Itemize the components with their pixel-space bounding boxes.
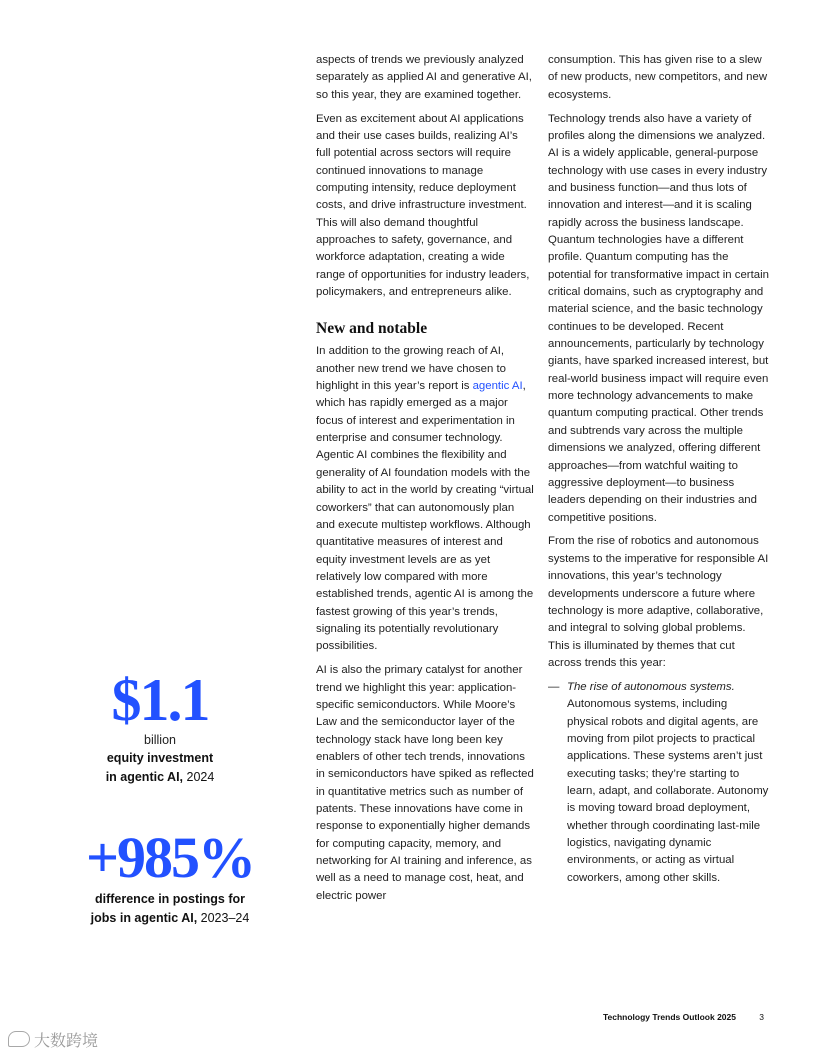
- watermark: [8, 1028, 98, 1050]
- stat-value: +985%: [85, 825, 255, 890]
- section-heading: New and notable: [316, 320, 428, 338]
- stat-caption-year: 2023–24: [197, 911, 250, 925]
- paragraph: Technology trends also have a variety of profiles along the dimensions we analyzed. AI is a widely applicable, general-purpose technology with use cases in every industry and business function—and thus lots of innovation and interest—and it is scaling rapidly across the business landscape. Quantum technologies have a different profile. Quantum computing has the potential for transformative impact in certain critical domains, such as cryptography and material science, and the basic technology continues to be developed. Recent announcements, particularly by technology giants, have sparked increased interest, but real-world business impact will require even more technology advancements to make quantum computing practical. Other trends and subtrends vary across the multiple dimensions we analyzed, offering different approaches—from watchful waiting to aggressive deployment—to business leaders depending on their industries and competitive positions.: [548, 112, 769, 524]
- stat-caption: [60, 909, 280, 928]
- watermark-logo-icon: [8, 1031, 30, 1047]
- stat-caption-bold: difference in postings for: [94, 892, 245, 906]
- stat-caption-bold: in agentic AI,: [105, 770, 184, 784]
- stat-equity-investment: [70, 668, 250, 787]
- paragraph: aspects of trends we previously analyzed separately as applied AI and generative AI, so this year, they are examined together.: [316, 54, 532, 101]
- agentic-ai-link[interactable]: agentic AI: [472, 380, 523, 393]
- stat-job-postings: [60, 826, 280, 928]
- watermark-text: 大数跨境: [34, 1032, 99, 1050]
- paragraph: [316, 343, 534, 655]
- footer-report-title: Technology Trends Outlook 2025: [602, 1012, 736, 1022]
- stat-caption-bold: equity investment: [106, 751, 214, 765]
- body-column-right: [548, 52, 770, 887]
- stat-caption-year: 2024: [183, 770, 215, 784]
- paragraph-text: In addition to the growing reach of AI, another new trend we have chosen to highlight in this year’s report is: [316, 345, 506, 393]
- stat-caption: [60, 890, 280, 909]
- bullet-text: Autonomous systems, including physical robots and digital agents, are moving from pilot projects to practical applications. These systems aren’t just executing tasks; they’re starting to learn, adapt, and collaborate. Autonomy is moving toward broad deployment, whether through coordinating last-mile logistics, navigating dynamic environments, or acting as virtual coworkers, among other skills.: [567, 698, 769, 884]
- stat-unit: billion: [144, 733, 176, 747]
- list-item: [548, 679, 770, 887]
- stat-value: $1.1: [111, 667, 209, 733]
- paragraph-text: , which has rapidly emerged as a major focus of interest and experimentation in enterprise and consumer technology. Agentic AI combines the flexibility and generality of AI foundation models with the ability to act in the world by creating “virtual coworkers” that can autonomously plan and execute multistep workflows. Although quantitative measures of interest and equity investment levels are as yet relatively low compared with more established trends, agentic AI is among the fastest growing of this year’s trends, signaling its potentially revolutionary possibilities.: [316, 380, 534, 653]
- paragraph: Even as excitement about AI applications and their use cases builds, realizing AI’s full potential across sectors will require continued innovations to manage computing intensity, reduce deployment costs, and drive infrastructure investment. This will also demand thoughtful approaches to safety, governance, and workforce adaptation, creating a wide range of opportunities for industry leaders, policymakers, and entrepreneurs alike.: [316, 112, 530, 299]
- paragraph: consumption. This has given rise to a slew of new products, new competitors, and new ecosystems.: [548, 54, 768, 101]
- stat-caption: [70, 768, 250, 787]
- page-number: 3: [759, 1012, 764, 1022]
- bullet-dash: —: [548, 680, 560, 693]
- paragraph: AI is also the primary catalyst for another trend we highlight this year: application-specific semiconductors. While Moore’s Law and the semiconductor layer of the technology stack have long been key enablers of other tech trends, innovations in semiconductors have spiked as reflected in quantitative metrics such as number of patents. These innovations have come in response to exponentially higher demands for computing capacity, memory, and networking for AI training and inference, as well as a need to manage cost, heat, and electric power: [316, 664, 534, 902]
- bullet-title: The rise of autonomous systems.: [567, 680, 735, 693]
- paragraph: From the rise of robotics and autonomous systems to the imperative for responsible AI innovations, this year’s technology developments underscore a future where technology is more adaptive, collaborative, and integral to solving global problems. This is illuminated by themes that cut across trends this year:: [548, 535, 769, 669]
- stat-caption: [70, 749, 250, 768]
- stat-caption-bold: jobs in agentic AI,: [90, 911, 198, 925]
- body-column-middle: [316, 52, 534, 912]
- bullet-content: [567, 681, 768, 884]
